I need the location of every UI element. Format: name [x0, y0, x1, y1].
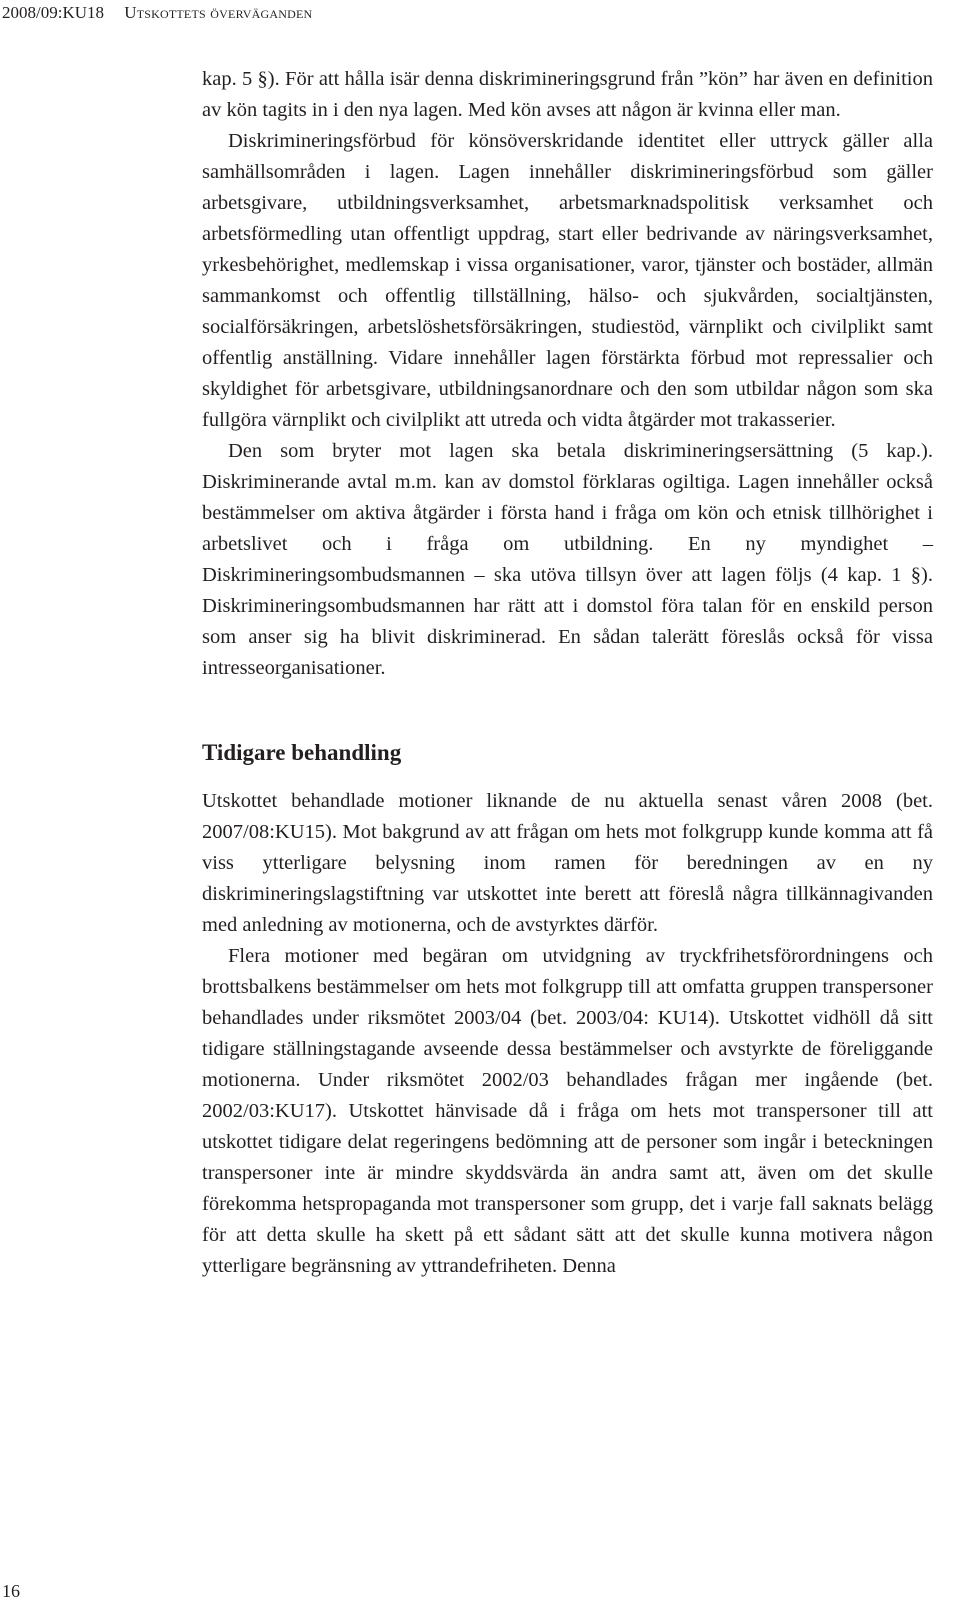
section-heading: Tidigare behandling	[202, 740, 402, 765]
page-number: 16	[2, 1581, 20, 1601]
page-body	[202, 64, 933, 1282]
paragraph-continued: kap. 5 §). För att hålla isär denna diskrimineringsgrund från ”kön” har även en definition av kön tagits in i den nya lagen. Med kön avses att någon är kvinna eller man.	[202, 68, 933, 121]
paragraph-previous-handling: Utskottet behandlade motioner liknande de nu aktuella senast våren 2008 (bet. 2007/08:KU15). Mot bakgrund av att frågan om hets mot folkgrupp kunde komma att få viss ytterligare belysning inom ramen för beredningen av en ny diskrimineringslagstiftning var utskottet inte berett att föreslå några tillkännagivanden med anledning av motionerna, och de avstyrktes därför.	[202, 790, 933, 936]
section-title: Utskottets överväganden	[124, 3, 313, 22]
paragraph-prohibitions: Diskrimineringsförbud för könsöverskridande identitet eller uttryck gäller alla samhällsområden i lagen. Lagen innehåller diskrimineringsförbud som gäller arbetsgivare, utbildningsverksamhet, arbetsmarknadspolitisk verksamhet och arbetsförmedling utan offentligt uppdrag, start eller bedrivande av näringsverksamhet, yrkesbehörighet, medlemskap i vissa organisationer, varor, tjänster och bostäder, allmän sammankomst och offentlig tillställning, hälso- och sjukvården, socialtjänsten, socialförsäkringen, arbetslöshetsförsäkringen, studiestöd, värnplikt och civilplikt samt offentlig anställning. Vidare innehåller lagen förstärkta förbud mot repressalier och skyldighet för arbetsgivare, utbildningsanordnare och den som utbildar någon som ska fullgöra värnplikt och civilplikt att utreda och vidta åtgärder mot trakasserier.	[202, 130, 933, 431]
document-id: 2008/09:KU18	[2, 3, 104, 22]
paragraph-compensation: Den som bryter mot lagen ska betala diskrimineringsersättning (5 kap.). Diskriminerande avtal m.m. kan av domstol förklaras ogiltiga. Lagen innehåller också bestämmelser om aktiva åtgärder i första hand i fråga om kön och etnisk tillhörighet i arbetslivet och i fråga om utbildning. En ny myndighet – Diskrimineringsombudsmannen – ska utöva tillsyn över att lagen följs (4 kap. 1 §). Diskrimineringsombudsmannen har rätt att i domstol föra talan för en enskild person som anser sig ha blivit diskriminerad. En sådan talerätt föreslås också för vissa intresseorganisationer.	[202, 440, 933, 679]
running-header	[2, 2, 312, 24]
paragraph-motions: Flera motioner med begäran om utvidgning av tryckfrihetsförordningens och brottsbalkens bestämmelser om hets mot folkgrupp till att omfatta gruppen transpersoner behandlades under riksmötet 2003/04 (bet. 2003/04: KU14). Utskottet vidhöll då sitt tidigare ställningstagande avseende dessa bestämmelser och avstyrkte de föreliggande motionerna. Under riksmötet 2002/03 behandlades frågan mer ingående (bet. 2002/03:KU17). Utskottet hänvisade då i fråga om hets mot transpersoner till att utskottet tidigare delat regeringens bedömning att de personer som ingår i beteckningen transpersoner inte är mindre skyddsvärda än andra samt att, även om det skulle förekomma hetspropaganda mot transpersoner som grupp, det i varje fall saknats belägg för att detta skulle ha skett på ett sådant sätt att det skulle kunna motivera någon ytterligare begränsning av yttrandefriheten. Denna	[202, 945, 933, 1277]
